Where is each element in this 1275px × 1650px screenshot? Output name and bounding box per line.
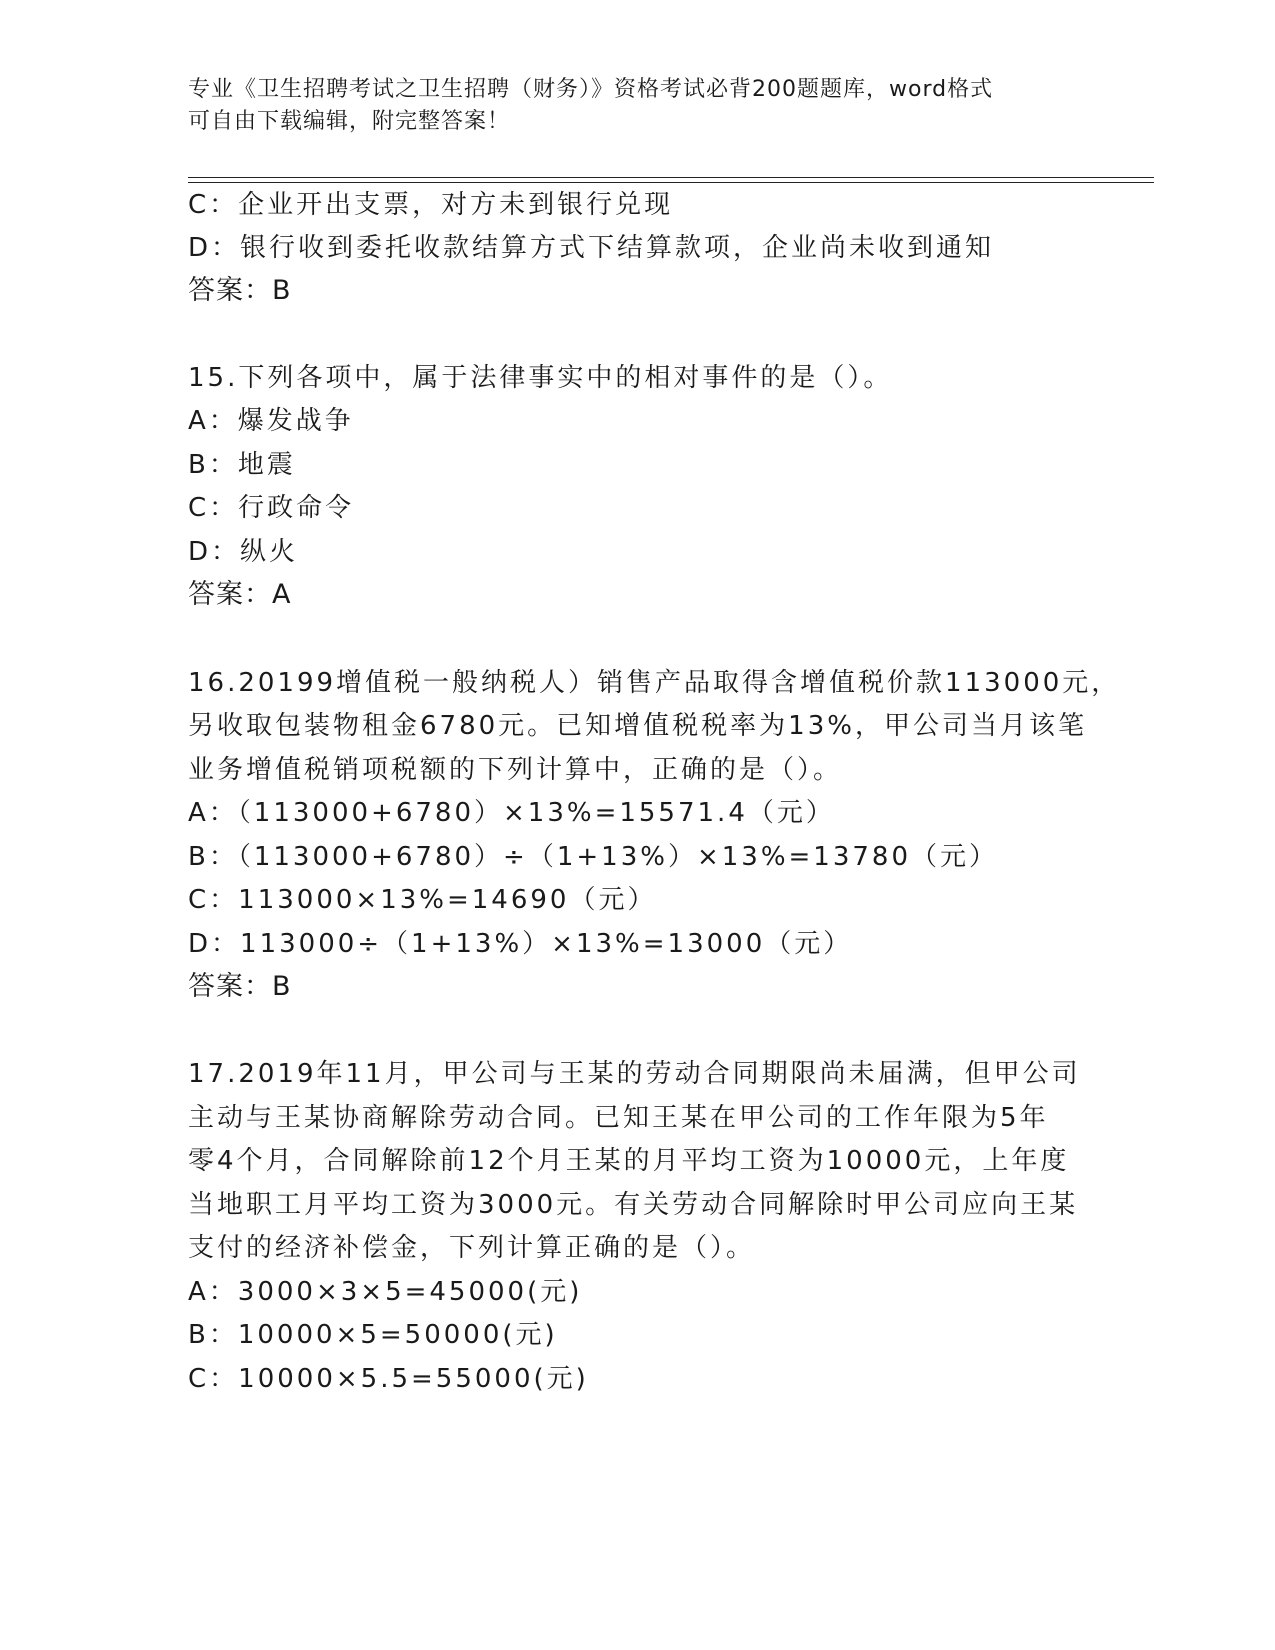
q14-option-c: C：企业开出支票，对方未到银行兑现: [188, 190, 674, 220]
q16-option-c: C：113000×13%=14690（元）: [188, 885, 657, 915]
q15-option-a: A：爆发战争: [188, 406, 354, 436]
q16-answer: 答案：B: [188, 971, 292, 1002]
q17-stem-line-2: 主动与王某协商解除劳动合同。已知王某在甲公司的工作年限为5年: [188, 1103, 1049, 1133]
q16-stem-line-2: 另收取包装物租金6780元。已知增值税税率为13%，甲公司当月该笔: [188, 711, 1087, 741]
q14-option-d: D：银行收到委托收款结算方式下结算款项，企业尚未收到通知: [188, 233, 995, 263]
q15-option-d: D：纵火: [188, 537, 299, 567]
q15-option-b: B：地震: [188, 450, 296, 480]
header-divider-top: [188, 177, 1154, 178]
q17-option-b: B：10000×5=50000(元): [188, 1320, 558, 1350]
q17-option-a: A：3000×3×5=45000(元): [188, 1277, 583, 1307]
q17-stem-line-1: 17.2019年11月，甲公司与王某的劳动合同期限尚未届满，但甲公司: [188, 1059, 1081, 1089]
q16-stem-line-3: 业务增值税销项税额的下列计算中，正确的是（）。: [188, 755, 843, 785]
header-divider-bottom: [188, 182, 1154, 183]
q15-answer: 答案：A: [188, 579, 292, 610]
q14-answer: 答案：B: [188, 275, 292, 306]
q16-option-b: B：（113000+6780）÷（1+13%）×13%=13780（元）: [188, 842, 999, 872]
q17-option-c: C：10000×5.5=55000(元): [188, 1364, 589, 1394]
q17-stem-line-5: 支付的经济补偿金，下列计算正确的是（）。: [188, 1233, 756, 1263]
q15-stem: 15.下列各项中，属于法律事实中的相对事件的是（）。: [188, 363, 893, 393]
q16-option-a: A：（113000+6780）×13%=15571.4（元）: [188, 798, 835, 828]
q16-stem-line-1: 16.20199增值税一般纳税人）销售产品取得含增值税价款113000元，: [188, 668, 1121, 698]
q17-stem-line-4: 当地职工月平均工资为3000元。有关劳动合同解除时甲公司应向王某: [188, 1190, 1079, 1220]
q15-option-c: C：行政命令: [188, 493, 355, 523]
header-line-2: 可自由下载编辑，附完整答案！: [188, 109, 511, 134]
q17-stem-line-3: 零4个月，合同解除前12个月王某的月平均工资为10000元，上年度: [188, 1146, 1070, 1176]
document-header: [188, 74, 1088, 138]
header-line-1: 专业《卫生招聘考试之卫生招聘（财务）》资格考试必背200题题库，word格式: [188, 77, 994, 102]
q16-option-d: D：113000÷（1+13%）×13%=13000（元）: [188, 929, 853, 959]
